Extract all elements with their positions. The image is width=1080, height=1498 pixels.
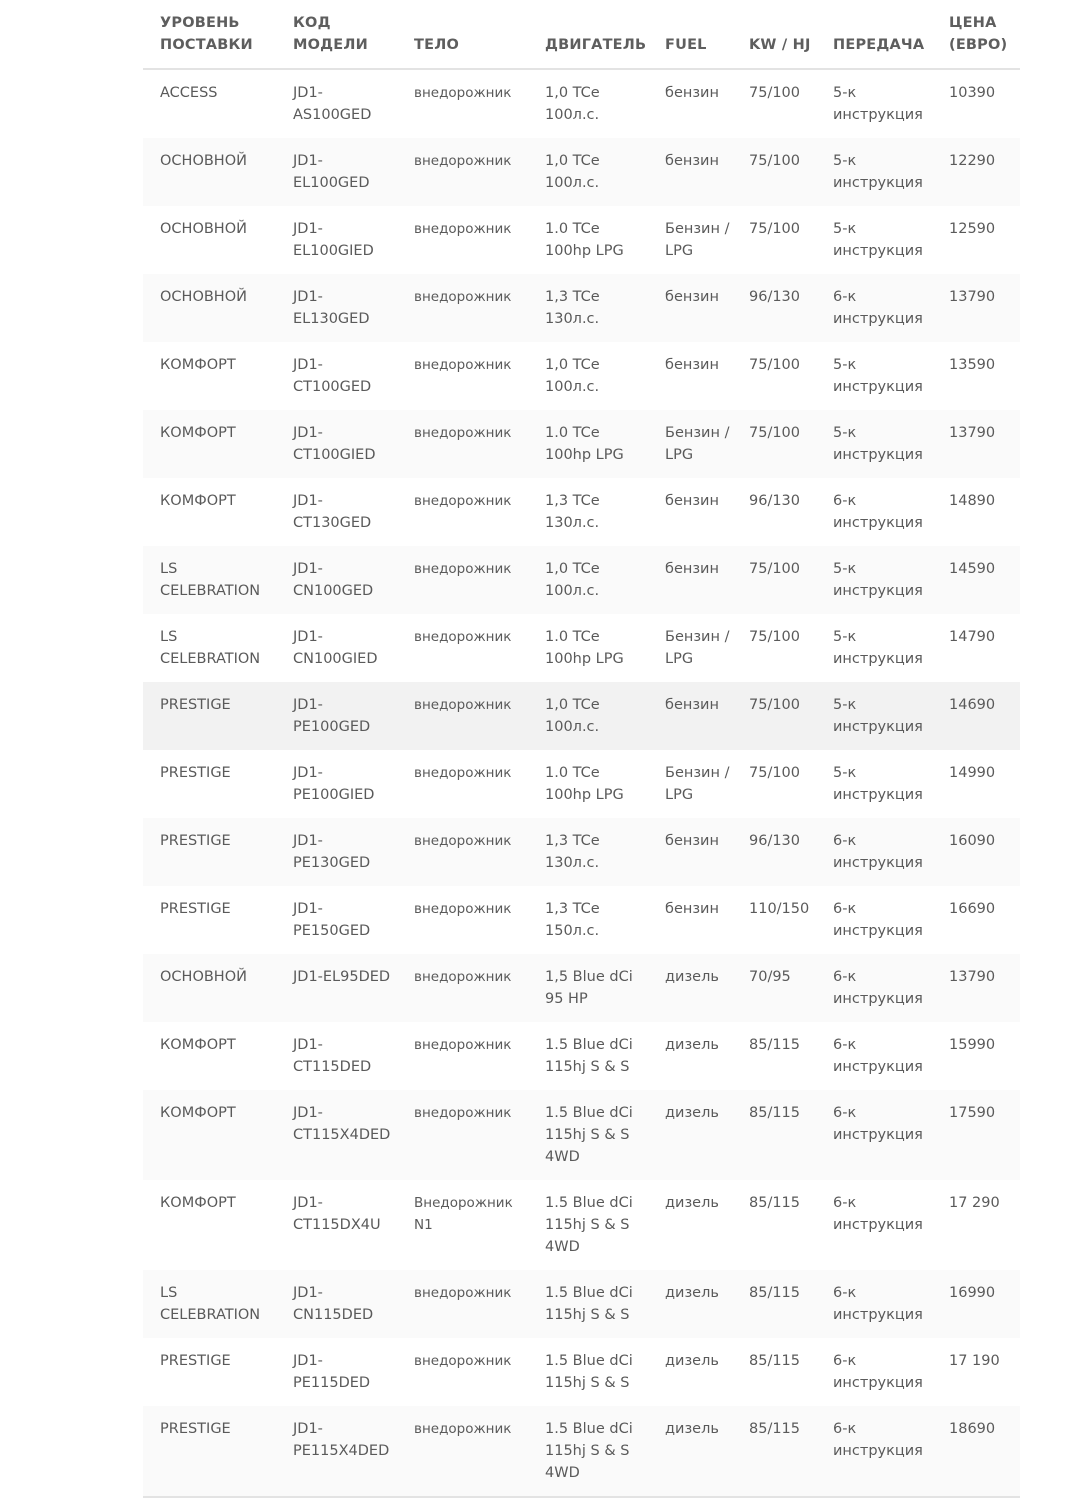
cell-model-code: JD1-PE100GED bbox=[276, 682, 397, 750]
cell-fuel: бензин bbox=[648, 274, 732, 342]
cell-engine: 1.0 TCe 100hp LPG bbox=[528, 614, 648, 682]
cell-price: 10390 bbox=[932, 69, 1020, 138]
cell-engine: 1.5 Blue dCi 115hj S & S bbox=[528, 1270, 648, 1338]
cell-body: внедорожник bbox=[397, 410, 528, 478]
cell-power: 85/115 bbox=[732, 1406, 816, 1496]
cell-engine: 1,0 TCe 100л.с. bbox=[528, 69, 648, 138]
cell-fuel: дизель bbox=[648, 1338, 732, 1406]
table-row bbox=[143, 1338, 1020, 1406]
cell-engine: 1.0 TCe 100hp LPG bbox=[528, 410, 648, 478]
cell-engine: 1,3 TCe 130л.с. bbox=[528, 478, 648, 546]
cell-fuel: Бензин / LPG bbox=[648, 206, 732, 274]
cell-engine: 1.0 TCe 100hp LPG bbox=[528, 206, 648, 274]
col-header-body: ТЕЛО bbox=[397, 0, 528, 69]
cell-model-code: JD1-CT100GED bbox=[276, 342, 397, 410]
cell-gearbox: 6-к инструкция bbox=[816, 954, 932, 1022]
cell-body: внедорожник bbox=[397, 750, 528, 818]
cell-gearbox: 5-к инструкция bbox=[816, 342, 932, 410]
cell-price: 18690 bbox=[932, 1406, 1020, 1496]
cell-level: КОМФОРТ bbox=[143, 410, 276, 478]
cell-power: 85/115 bbox=[732, 1022, 816, 1090]
cell-price: 14790 bbox=[932, 614, 1020, 682]
cell-power: 75/100 bbox=[732, 682, 816, 750]
cell-body: внедорожник bbox=[397, 1338, 528, 1406]
cell-power: 70/95 bbox=[732, 954, 816, 1022]
cell-power: 75/100 bbox=[732, 546, 816, 614]
cell-fuel: дизель bbox=[648, 1270, 732, 1338]
cell-engine: 1,3 TCe 130л.с. bbox=[528, 818, 648, 886]
table-row bbox=[143, 69, 1020, 138]
cell-fuel: дизель bbox=[648, 954, 732, 1022]
cell-body: внедорожник bbox=[397, 138, 528, 206]
table-row bbox=[143, 886, 1020, 954]
table-row bbox=[143, 954, 1020, 1022]
table-row bbox=[143, 1406, 1020, 1496]
cell-fuel: дизель bbox=[648, 1022, 732, 1090]
col-header-price: ЦЕНА (ЕВРО) bbox=[932, 0, 1020, 69]
cell-model-code: JD1-PE115DED bbox=[276, 1338, 397, 1406]
cell-level: LS CELEBRATION bbox=[143, 614, 276, 682]
cell-model-code: JD1-AS100GED bbox=[276, 69, 397, 138]
cell-body: внедорожник bbox=[397, 206, 528, 274]
cell-price: 14890 bbox=[932, 478, 1020, 546]
cell-engine: 1.5 Blue dCi 115hj S & S 4WD bbox=[528, 1406, 648, 1496]
cell-gearbox: 5-к инструкция bbox=[816, 546, 932, 614]
table-row bbox=[143, 1270, 1020, 1338]
cell-power: 75/100 bbox=[732, 206, 816, 274]
cell-fuel: бензин bbox=[648, 886, 732, 954]
cell-model-code: JD1-EL130GED bbox=[276, 274, 397, 342]
table-row bbox=[143, 682, 1020, 750]
cell-level: PRESTIGE bbox=[143, 818, 276, 886]
cell-power: 96/130 bbox=[732, 478, 816, 546]
cell-model-code: JD1-CT115X4DED bbox=[276, 1090, 397, 1180]
cell-level: LS CELEBRATION bbox=[143, 1270, 276, 1338]
col-header-power: KW / HJ bbox=[732, 0, 816, 69]
price-table-container bbox=[143, 0, 1020, 1498]
cell-engine: 1.5 Blue dCi 115hj S & S bbox=[528, 1338, 648, 1406]
cell-price: 13790 bbox=[932, 274, 1020, 342]
cell-model-code: JD1-CT130GED bbox=[276, 478, 397, 546]
cell-power: 85/115 bbox=[732, 1270, 816, 1338]
cell-price: 16990 bbox=[932, 1270, 1020, 1338]
table-header bbox=[143, 0, 1020, 69]
cell-fuel: Бензин / LPG bbox=[648, 750, 732, 818]
cell-body: внедорожник bbox=[397, 274, 528, 342]
cell-model-code: JD1-PE150GED bbox=[276, 886, 397, 954]
table-row bbox=[143, 1022, 1020, 1090]
cell-gearbox: 5-к инструкция bbox=[816, 138, 932, 206]
cell-power: 75/100 bbox=[732, 69, 816, 138]
cell-level: PRESTIGE bbox=[143, 1406, 276, 1496]
cell-gearbox: 6-к инструкция bbox=[816, 1090, 932, 1180]
cell-power: 75/100 bbox=[732, 342, 816, 410]
cell-engine: 1.5 Blue dCi 115hj S & S bbox=[528, 1022, 648, 1090]
cell-level: КОМФОРТ bbox=[143, 1090, 276, 1180]
cell-price: 14690 bbox=[932, 682, 1020, 750]
cell-gearbox: 6-к инструкция bbox=[816, 274, 932, 342]
cell-price: 14990 bbox=[932, 750, 1020, 818]
cell-gearbox: 6-к инструкция bbox=[816, 1180, 932, 1270]
cell-model-code: JD1-PE100GIED bbox=[276, 750, 397, 818]
cell-power: 75/100 bbox=[732, 410, 816, 478]
cell-price: 17590 bbox=[932, 1090, 1020, 1180]
cell-price: 12590 bbox=[932, 206, 1020, 274]
cell-level: ОСНОВНОЙ bbox=[143, 138, 276, 206]
table-row bbox=[143, 342, 1020, 410]
cell-price: 17 190 bbox=[932, 1338, 1020, 1406]
cell-power: 85/115 bbox=[732, 1090, 816, 1180]
cell-body: Внедорожник N1 bbox=[397, 1180, 528, 1270]
cell-level: ACCESS bbox=[143, 69, 276, 138]
cell-power: 75/100 bbox=[732, 138, 816, 206]
price-table bbox=[143, 0, 1020, 1496]
cell-engine: 1,0 TCe 100л.с. bbox=[528, 138, 648, 206]
cell-body: внедорожник bbox=[397, 342, 528, 410]
table-row bbox=[143, 206, 1020, 274]
cell-model-code: JD1-CN100GED bbox=[276, 546, 397, 614]
cell-fuel: бензин bbox=[648, 342, 732, 410]
cell-fuel: дизель bbox=[648, 1090, 732, 1180]
cell-body: внедорожник bbox=[397, 818, 528, 886]
cell-gearbox: 5-к инструкция bbox=[816, 750, 932, 818]
cell-level: ОСНОВНОЙ bbox=[143, 206, 276, 274]
cell-gearbox: 6-к инструкция bbox=[816, 1406, 932, 1496]
cell-price: 12290 bbox=[932, 138, 1020, 206]
cell-level: PRESTIGE bbox=[143, 682, 276, 750]
cell-fuel: бензин bbox=[648, 818, 732, 886]
table-row bbox=[143, 546, 1020, 614]
cell-model-code: JD1-PE130GED bbox=[276, 818, 397, 886]
table-row bbox=[143, 274, 1020, 342]
cell-level: PRESTIGE bbox=[143, 886, 276, 954]
cell-model-code: JD1-CT115DED bbox=[276, 1022, 397, 1090]
cell-engine: 1,3 TCe 150л.с. bbox=[528, 886, 648, 954]
cell-fuel: Бензин / LPG bbox=[648, 410, 732, 478]
cell-model-code: JD1-PE115X4DED bbox=[276, 1406, 397, 1496]
cell-level: КОМФОРТ bbox=[143, 1022, 276, 1090]
cell-engine: 1,3 TCe 130л.с. bbox=[528, 274, 648, 342]
cell-body: внедорожник bbox=[397, 1090, 528, 1180]
cell-model-code: JD1-EL95DED bbox=[276, 954, 397, 1022]
cell-model-code: JD1-EL100GED bbox=[276, 138, 397, 206]
cell-level: LS CELEBRATION bbox=[143, 546, 276, 614]
table-row bbox=[143, 614, 1020, 682]
cell-level: ОСНОВНОЙ bbox=[143, 954, 276, 1022]
cell-level: КОМФОРТ bbox=[143, 1180, 276, 1270]
cell-fuel: бензин bbox=[648, 69, 732, 138]
header-row bbox=[143, 0, 1020, 69]
cell-gearbox: 5-к инструкция bbox=[816, 206, 932, 274]
cell-level: ОСНОВНОЙ bbox=[143, 274, 276, 342]
cell-gearbox: 6-к инструкция bbox=[816, 478, 932, 546]
cell-engine: 1.5 Blue dCi 115hj S & S 4WD bbox=[528, 1090, 648, 1180]
col-header-level: УРОВЕНЬ ПОСТАВКИ bbox=[143, 0, 276, 69]
cell-price: 13590 bbox=[932, 342, 1020, 410]
cell-engine: 1.5 Blue dCi 115hj S & S 4WD bbox=[528, 1180, 648, 1270]
cell-body: внедорожник bbox=[397, 1022, 528, 1090]
cell-price: 17 290 bbox=[932, 1180, 1020, 1270]
cell-price: 13790 bbox=[932, 954, 1020, 1022]
cell-body: внедорожник bbox=[397, 954, 528, 1022]
table-row bbox=[143, 818, 1020, 886]
cell-engine: 1,5 Blue dCi 95 HP bbox=[528, 954, 648, 1022]
cell-level: PRESTIGE bbox=[143, 1338, 276, 1406]
cell-power: 85/115 bbox=[732, 1338, 816, 1406]
cell-level: КОМФОРТ bbox=[143, 478, 276, 546]
cell-body: внедорожник bbox=[397, 69, 528, 138]
cell-engine: 1,0 TCe 100л.с. bbox=[528, 546, 648, 614]
cell-engine: 1.0 TCe 100hp LPG bbox=[528, 750, 648, 818]
cell-power: 85/115 bbox=[732, 1180, 816, 1270]
cell-power: 75/100 bbox=[732, 750, 816, 818]
cell-gearbox: 6-к инструкция bbox=[816, 1338, 932, 1406]
cell-body: внедорожник bbox=[397, 478, 528, 546]
cell-gearbox: 5-к инструкция bbox=[816, 69, 932, 138]
cell-fuel: бензин bbox=[648, 478, 732, 546]
table-row bbox=[143, 410, 1020, 478]
cell-gearbox: 5-к инструкция bbox=[816, 614, 932, 682]
cell-gearbox: 5-к инструкция bbox=[816, 682, 932, 750]
cell-model-code: JD1-CT115DX4U bbox=[276, 1180, 397, 1270]
col-header-fuel: FUEL bbox=[648, 0, 732, 69]
cell-gearbox: 6-к инструкция bbox=[816, 886, 932, 954]
cell-power: 96/130 bbox=[732, 818, 816, 886]
table-row bbox=[143, 750, 1020, 818]
col-header-gearbox: ПЕРЕДАЧА bbox=[816, 0, 932, 69]
table-row bbox=[143, 138, 1020, 206]
table-row bbox=[143, 478, 1020, 546]
cell-gearbox: 6-к инструкция bbox=[816, 818, 932, 886]
table-row bbox=[143, 1180, 1020, 1270]
cell-power: 110/150 bbox=[732, 886, 816, 954]
cell-power: 75/100 bbox=[732, 614, 816, 682]
cell-model-code: JD1-EL100GIED bbox=[276, 206, 397, 274]
cell-fuel: дизель bbox=[648, 1180, 732, 1270]
cell-body: внедорожник bbox=[397, 614, 528, 682]
cell-price: 15990 bbox=[932, 1022, 1020, 1090]
cell-price: 14590 bbox=[932, 546, 1020, 614]
cell-model-code: JD1-CN100GIED bbox=[276, 614, 397, 682]
cell-level: КОМФОРТ bbox=[143, 342, 276, 410]
table-body bbox=[143, 69, 1020, 1496]
col-header-code: КОД МОДЕЛИ bbox=[276, 0, 397, 69]
cell-fuel: бензин bbox=[648, 682, 732, 750]
cell-level: PRESTIGE bbox=[143, 750, 276, 818]
cell-fuel: бензин bbox=[648, 138, 732, 206]
cell-power: 96/130 bbox=[732, 274, 816, 342]
cell-body: внедорожник bbox=[397, 1270, 528, 1338]
cell-body: внедорожник bbox=[397, 1406, 528, 1496]
cell-price: 16690 bbox=[932, 886, 1020, 954]
cell-engine: 1,0 TCe 100л.с. bbox=[528, 682, 648, 750]
cell-gearbox: 6-к инструкция bbox=[816, 1270, 932, 1338]
cell-body: внедорожник bbox=[397, 546, 528, 614]
cell-body: внедорожник bbox=[397, 682, 528, 750]
cell-engine: 1,0 TCe 100л.с. bbox=[528, 342, 648, 410]
cell-gearbox: 5-к инструкция bbox=[816, 410, 932, 478]
cell-model-code: JD1-CT100GIED bbox=[276, 410, 397, 478]
cell-fuel: дизель bbox=[648, 1406, 732, 1496]
cell-gearbox: 6-к инструкция bbox=[816, 1022, 932, 1090]
col-header-engine: ДВИГАТЕЛЬ bbox=[528, 0, 648, 69]
cell-fuel: бензин bbox=[648, 546, 732, 614]
cell-model-code: JD1-CN115DED bbox=[276, 1270, 397, 1338]
cell-price: 16090 bbox=[932, 818, 1020, 886]
table-row bbox=[143, 1090, 1020, 1180]
cell-price: 13790 bbox=[932, 410, 1020, 478]
cell-fuel: Бензин / LPG bbox=[648, 614, 732, 682]
cell-body: внедорожник bbox=[397, 886, 528, 954]
